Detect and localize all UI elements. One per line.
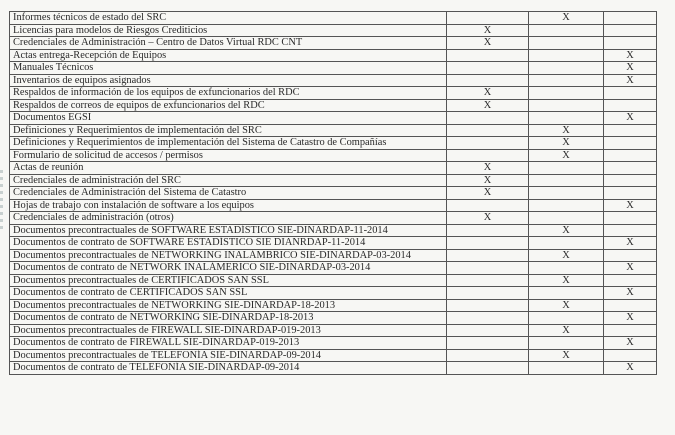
classification-cell-1 (447, 362, 529, 375)
document-type-label: Documentos de contrato de CERTIFICADOS SAN SSL (10, 287, 447, 300)
document-type-label: Credenciales de administración del SRC (10, 174, 447, 187)
classification-cell-3 (604, 149, 657, 162)
table-row (10, 87, 657, 100)
document-type-label: Actas entrega-Recepción de Equipos (10, 49, 447, 62)
document-type-label: Formulario de solicitud de accesos / permisos (10, 149, 447, 162)
classification-cell-1 (447, 312, 529, 325)
document-type-label: Documentos de contrato de FIREWALL SIE-DINARDAP-019-2013 (10, 337, 447, 350)
classification-cell-3 (604, 37, 657, 50)
classification-cell-2 (529, 99, 604, 112)
document-type-label: Respaldos de información de los equipos de exfuncionarios del RDC (10, 87, 447, 100)
classification-cell-1 (447, 249, 529, 262)
table-row (10, 249, 657, 262)
classification-mark: X (529, 137, 604, 150)
document-type-label: Informes técnicos de estado del SRC (10, 12, 447, 25)
classification-mark: X (529, 224, 604, 237)
table-row (10, 324, 657, 337)
document-type-label: Credenciales de Administración – Centro de Datos Virtual RDC CNT (10, 37, 447, 50)
document-type-label: Documentos precontractuales de NETWORKING SIE-DINARDAP-18-2013 (10, 299, 447, 312)
classification-cell-3 (604, 174, 657, 187)
table-row (10, 287, 657, 300)
table-row (10, 299, 657, 312)
table-row (10, 162, 657, 175)
document-type-label: Licencias para modelos de Riesgos Crediticios (10, 24, 447, 37)
classification-mark: X (529, 274, 604, 287)
document-type-label: Respaldos de correos de equipos de exfuncionarios del RDC (10, 99, 447, 112)
classification-cell-2 (529, 112, 604, 125)
classification-cell-3 (604, 212, 657, 225)
classification-cell-3 (604, 12, 657, 25)
classification-mark: X (447, 187, 529, 200)
table-row (10, 74, 657, 87)
classification-cell-1 (447, 137, 529, 150)
document-classification-table (9, 11, 657, 375)
classification-cell-2 (529, 212, 604, 225)
classification-mark: X (604, 62, 657, 75)
table-row (10, 112, 657, 125)
classification-cell-3 (604, 124, 657, 137)
classification-mark: X (447, 174, 529, 187)
document-type-label: Definiciones y Requerimientos de implementación del Sistema de Catastro de Compañías (10, 137, 447, 150)
document-type-label: Documentos de contrato de SOFTWARE ESTADÍSTICO SIE DIANRDAP-11-2014 (10, 237, 447, 250)
classification-cell-2 (529, 199, 604, 212)
table-row (10, 212, 657, 225)
classification-cell-2 (529, 312, 604, 325)
table-row (10, 124, 657, 137)
classification-cell-2 (529, 162, 604, 175)
table-row (10, 37, 657, 50)
table-row (10, 12, 657, 25)
classification-mark: X (529, 249, 604, 262)
table-row (10, 49, 657, 62)
document-type-label: Inventarios de equipos asignados (10, 74, 447, 87)
table-row (10, 187, 657, 200)
classification-mark: X (604, 237, 657, 250)
classification-mark: X (447, 162, 529, 175)
classification-cell-1 (447, 199, 529, 212)
classification-cell-2 (529, 74, 604, 87)
classification-mark: X (604, 287, 657, 300)
classification-cell-3 (604, 162, 657, 175)
classification-cell-1 (447, 224, 529, 237)
classification-mark: X (447, 24, 529, 37)
document-type-label: Manuales Técnicos (10, 62, 447, 75)
classification-mark: X (604, 49, 657, 62)
table-row (10, 237, 657, 250)
classification-mark: X (447, 87, 529, 100)
table-row (10, 362, 657, 375)
document-type-label: Documentos precontractuales de CERTIFICADOS SAN SSL (10, 274, 447, 287)
table-row (10, 149, 657, 162)
document-type-label: Documentos de contrato de TELEFONÍA SIE-DINARDAP-09-2014 (10, 362, 447, 375)
classification-cell-1 (447, 337, 529, 350)
classification-mark: X (529, 124, 604, 137)
document-type-label: Credenciales de Administración del Sistema de Catastro (10, 187, 447, 200)
table-row (10, 274, 657, 287)
classification-cell-3 (604, 187, 657, 200)
classification-cell-2 (529, 187, 604, 200)
table-row (10, 349, 657, 362)
table-row (10, 137, 657, 150)
classification-mark: X (604, 112, 657, 125)
document-type-label: Documentos precontractuales de SOFTWARE ESTADÍSTICO SIE-DINARDAP-11-2014 (10, 224, 447, 237)
classification-mark: X (604, 312, 657, 325)
classification-cell-1 (447, 74, 529, 87)
document-type-label: Definiciones y Requerimientos de implementación del SRC (10, 124, 447, 137)
classification-cell-2 (529, 37, 604, 50)
classification-cell-1 (447, 324, 529, 337)
classification-cell-2 (529, 287, 604, 300)
classification-mark: X (447, 212, 529, 225)
table-row (10, 99, 657, 112)
classification-cell-1 (447, 49, 529, 62)
document-type-label: Documentos precontractuales de FIREWALL SIE-DINARDAP-019-2013 (10, 324, 447, 337)
classification-cell-3 (604, 274, 657, 287)
classification-cell-1 (447, 112, 529, 125)
classification-cell-3 (604, 299, 657, 312)
classification-cell-1 (447, 124, 529, 137)
classification-mark: X (529, 12, 604, 25)
classification-mark: X (604, 74, 657, 87)
classification-cell-1 (447, 62, 529, 75)
document-type-label: Actas de reunión (10, 162, 447, 175)
classification-cell-3 (604, 24, 657, 37)
classification-cell-1 (447, 274, 529, 287)
table-row (10, 24, 657, 37)
classification-cell-3 (604, 137, 657, 150)
classification-mark: X (447, 37, 529, 50)
table-row (10, 262, 657, 275)
document-type-label: Documentos precontractuales de NETWORKING INALÁMBRICO SIE-DINARDAP-03-2014 (10, 249, 447, 262)
classification-cell-3 (604, 324, 657, 337)
classification-cell-1 (447, 349, 529, 362)
classification-cell-1 (447, 149, 529, 162)
classification-mark: X (604, 337, 657, 350)
classification-cell-1 (447, 237, 529, 250)
classification-cell-2 (529, 24, 604, 37)
classification-mark: X (604, 262, 657, 275)
table-body (10, 12, 657, 375)
document-type-label: Documentos precontractuales de TELEFONÍA SIE-DINARDAP-09-2014 (10, 349, 447, 362)
classification-cell-2 (529, 337, 604, 350)
classification-cell-1 (447, 287, 529, 300)
document-type-label: Documentos de contrato de NETWORK INALÁMERICO SIE-DINARDAP-03-2014 (10, 262, 447, 275)
classification-cell-2 (529, 62, 604, 75)
document-type-label: Hojas de trabajo con instalación de software a los equipos (10, 199, 447, 212)
table-row (10, 312, 657, 325)
document-type-label: Documentos EGSI (10, 112, 447, 125)
classification-mark: X (529, 324, 604, 337)
classification-cell-2 (529, 87, 604, 100)
classification-cell-2 (529, 362, 604, 375)
classification-mark: X (447, 99, 529, 112)
classification-cell-1 (447, 299, 529, 312)
classification-mark: X (604, 362, 657, 375)
document-type-label: Credenciales de administración (otros) (10, 212, 447, 225)
classification-cell-2 (529, 262, 604, 275)
classification-mark: X (604, 199, 657, 212)
table-row (10, 174, 657, 187)
classification-mark: X (529, 349, 604, 362)
table-row (10, 224, 657, 237)
classification-mark: X (529, 299, 604, 312)
document-type-label: Documentos de contrato de NETWORKING SIE-DINARDAP-18-2013 (10, 312, 447, 325)
classification-cell-1 (447, 12, 529, 25)
classification-mark: X (529, 149, 604, 162)
classification-cell-3 (604, 99, 657, 112)
classification-cell-2 (529, 174, 604, 187)
classification-cell-3 (604, 87, 657, 100)
table-row (10, 62, 657, 75)
classification-cell-3 (604, 349, 657, 362)
classification-cell-3 (604, 224, 657, 237)
scan-edge-artifact (0, 170, 3, 230)
classification-cell-2 (529, 49, 604, 62)
table-row (10, 337, 657, 350)
classification-cell-3 (604, 249, 657, 262)
classification-cell-2 (529, 237, 604, 250)
classification-cell-1 (447, 262, 529, 275)
table-row (10, 199, 657, 212)
